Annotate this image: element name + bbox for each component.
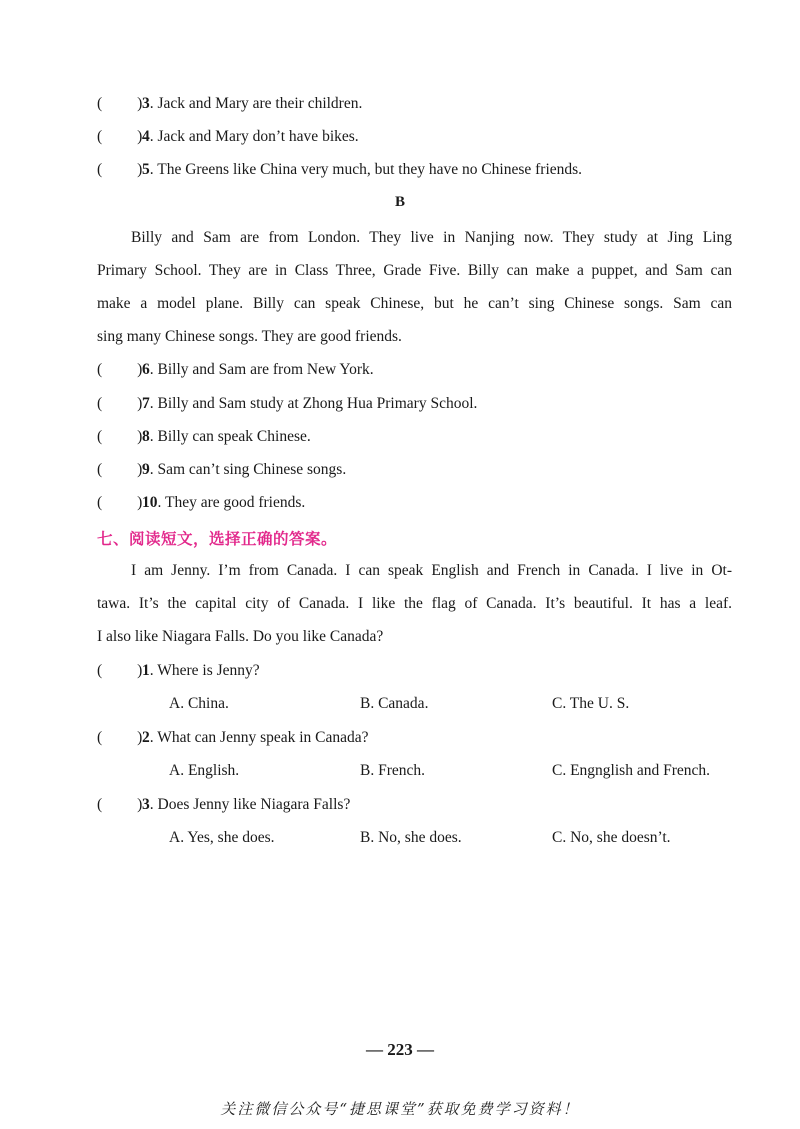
question-7-1: ( ) 1 . Where is Jenny?: [97, 662, 260, 679]
option-c: C. No, she doesn’t.: [552, 829, 671, 846]
question-text: . Billy can speak Chinese.: [149, 428, 311, 445]
question-number: 9: [142, 461, 150, 478]
passage-b-line-2: Primary School. They are in Class Three, Grade Five. Billy can make a puppet, and Sam can: [97, 262, 732, 279]
part-b-title: B: [394, 194, 405, 210]
passage-7-line-2: tawa. It’s the capital city of Canada. I like the flag of Canada. It’s beautiful. It has a leaf.: [97, 595, 732, 612]
question-b7: ( ) 7 . Billy and Sam study at Zhong Hua Primary School.: [97, 395, 478, 412]
section-7-title: 七、阅读短文，选择正确的答案。: [97, 530, 338, 548]
passage-7-line-3: I also like Niagara Falls. Do you like Canada?: [97, 628, 384, 645]
question-b10: ( ) 10 . They are good friends.: [97, 494, 306, 511]
question-number: 4: [142, 128, 150, 145]
question-b8: ( ) 8 . Billy can speak Chinese.: [97, 428, 311, 445]
question-number: 3: [142, 796, 150, 813]
question-a5: ( ) 5 . The Greens like China very much, but they have no Chinese friends.: [97, 161, 583, 178]
footer-watermark: 关注微信公众号“捷思课堂”获取免费学习资料！: [220, 1100, 580, 1118]
question-text: . Jack and Mary are their children.: [149, 95, 363, 112]
question-a4: ( ) 4 . Jack and Mary don’t have bikes.: [97, 128, 359, 145]
option-b: B. No, she does.: [360, 829, 462, 846]
question-text: . Sam can’t sing Chinese songs.: [149, 461, 347, 478]
page-number: — 223 —: [366, 1040, 434, 1059]
passage-b-line-1: Billy and Sam are from London. They live in Nanjing now. They study at Jing Ling: [131, 229, 732, 246]
option-a: A. China.: [169, 695, 229, 712]
question-number: 10: [142, 494, 158, 511]
question-7-3: ( ) 3 . Does Jenny like Niagara Falls?: [97, 796, 351, 813]
question-text: . Billy and Sam are from New York.: [149, 361, 374, 378]
question-7-2: ( ) 2 . What can Jenny speak in Canada?: [97, 729, 369, 746]
question-number: 5: [142, 161, 150, 178]
question-number: 3: [142, 95, 150, 112]
question-text: . Does Jenny like Niagara Falls?: [149, 796, 351, 813]
question-number: 2: [142, 729, 150, 746]
question-text: . What can Jenny speak in Canada?: [149, 729, 369, 746]
question-text: . Where is Jenny?: [149, 662, 260, 679]
question-text: . Billy and Sam study at Zhong Hua Primary School.: [149, 395, 478, 412]
question-b9: ( ) 9 . Sam can’t sing Chinese songs.: [97, 461, 347, 478]
question-number: 6: [142, 361, 150, 378]
option-a: A. English.: [169, 762, 240, 779]
question-number: 1: [142, 662, 150, 679]
passage-b-line-3: make a model plane. Billy can speak Chinese, but he can’t sing Chinese songs. Sam can: [97, 295, 732, 312]
question-text: . Jack and Mary don’t have bikes.: [149, 128, 359, 145]
passage-7-line-1: I am Jenny. I’m from Canada. I can speak English and French in Canada. I live in Ot-: [131, 562, 732, 579]
option-c: C. Engnglish and French.: [552, 762, 710, 779]
option-b: B. Canada.: [360, 695, 429, 712]
option-b: B. French.: [360, 762, 426, 779]
question-a3: ( ) 3 . Jack and Mary are their children.: [97, 95, 363, 112]
question-number: 7: [142, 395, 150, 412]
passage-b-line-4: sing many Chinese songs. They are good friends.: [97, 328, 402, 345]
option-c: C. The U. S.: [552, 695, 630, 712]
question-number: 8: [142, 428, 150, 445]
question-text: . The Greens like China very much, but they have no Chinese friends.: [149, 161, 583, 178]
option-a: A. Yes, she does.: [169, 829, 275, 846]
question-b6: ( ) 6 . Billy and Sam are from New York.: [97, 361, 374, 378]
question-text: . They are good friends.: [157, 494, 306, 511]
